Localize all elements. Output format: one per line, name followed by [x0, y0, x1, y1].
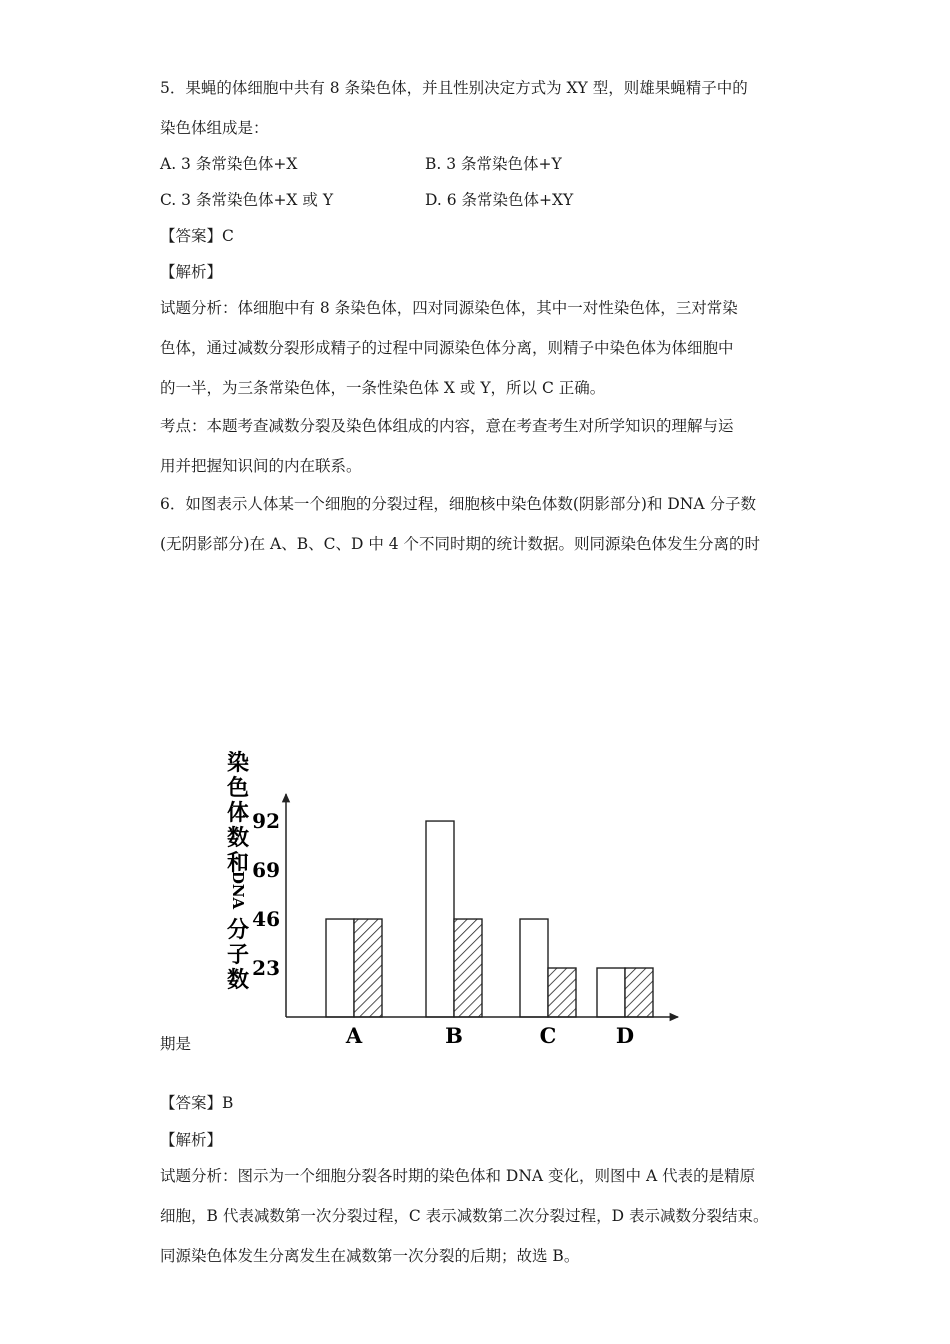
q5-analysis-line-3: 的一半，为三条常染色体，一条性染色体 X 或 Y，所以 C 正确。 [160, 379, 606, 397]
q6-analysis-heading: 【解析】 [160, 1131, 223, 1149]
q5-option-c: C. 3 条常染色体+X 或 Y [160, 191, 334, 209]
bar-chromosome-A [354, 919, 382, 1017]
q5-exam-point-line-2: 用并把握知识间的内在联系。 [160, 457, 362, 475]
y-axis-label-char: 色 [226, 775, 250, 801]
q5-analysis-line-2: 色体，通过减数分裂形成精子的过程中同源染色体分离，则精子中染色体为体细胞中 [160, 339, 734, 357]
y-axis-label-char: 染 [226, 750, 250, 776]
y-axis-label-char: 子 [226, 942, 250, 968]
q5-option-b: B. 3 条常染色体+Y [425, 155, 562, 173]
bar-chromosome-B [454, 919, 482, 1017]
q6-analysis-line-3: 同源染色体发生分离发生在减数第一次分裂的后期；故选 B。 [160, 1247, 580, 1265]
bar-chromosome-D [625, 968, 653, 1017]
y-tick-label: 69 [252, 858, 280, 883]
y-axis-label-char: 数 [226, 967, 250, 993]
y-tick-label: 46 [252, 907, 280, 932]
x-tick-label: B [445, 1023, 463, 1048]
q6-answer: 【答案】B [160, 1094, 234, 1112]
x-tick-label: D [615, 1023, 635, 1048]
q6-stem-line-2: (无阴影部分)在 A、B、C、D 中 4 个不同时期的统计数据。则同源染色体发生分离的时 [160, 535, 761, 553]
y-axis-label-char: 数 [226, 825, 250, 851]
q6-stem-line-3: 期是 [160, 1035, 192, 1053]
q5-stem-line-1: 5．果蝇的体细胞中共有 8 条染色体，并且性别决定方式为 XY 型，则雄果蝇精子中的 [160, 79, 748, 97]
q5-analysis-line-1: 试题分析：体细胞中有 8 条染色体，四对同源染色体，其中一对性染色体，三对常染 [160, 299, 738, 317]
q5-analysis-heading: 【解析】 [160, 263, 223, 281]
bar-chromosome-C [548, 968, 576, 1017]
q5-option-a: A. 3 条常染色体+X [160, 155, 298, 173]
q6-analysis-line-2: 细胞，B 代表减数第一次分裂过程，C 表示减数第二次分裂过程，D 表示减数分裂结束。 [160, 1207, 769, 1225]
chromosome-dna-bar-chart [220, 750, 690, 1060]
q6-analysis-line-1: 试题分析：图示为一个细胞分裂各时期的染色体和 DNA 变化，则图中 A 代表的是精原 [160, 1167, 756, 1185]
bar-dna-D [597, 968, 625, 1017]
x-tick-label: A [345, 1023, 363, 1048]
q5-exam-point-line-1: 考点：本题考查减数分裂及染色体组成的内容，意在考查考生对所学知识的理解与运 [160, 417, 734, 435]
q5-stem-line-2: 染色体组成是： [160, 119, 269, 137]
x-tick-label: C [539, 1023, 557, 1048]
bar-dna-A [326, 919, 354, 1017]
bar-dna-B [426, 821, 454, 1017]
bar-dna-C [520, 919, 548, 1017]
q6-stem-line-1: 6．如图表示人体某一个细胞的分裂过程，细胞核中染色体数(阴影部分)和 DNA 分子数 [160, 495, 756, 513]
y-axis-label-char: 和 [226, 850, 250, 876]
y-tick-label: 92 [252, 809, 280, 834]
y-axis-label-char: 分 [226, 917, 250, 943]
q5-option-d: D. 6 条常染色体+XY [425, 191, 574, 209]
y-axis-label-char: DNA [229, 870, 247, 910]
y-axis-label [227, 750, 249, 993]
q5-answer: 【答案】C [160, 227, 234, 245]
y-tick-label: 23 [252, 956, 280, 981]
y-axis-label-char: 体 [226, 800, 250, 826]
